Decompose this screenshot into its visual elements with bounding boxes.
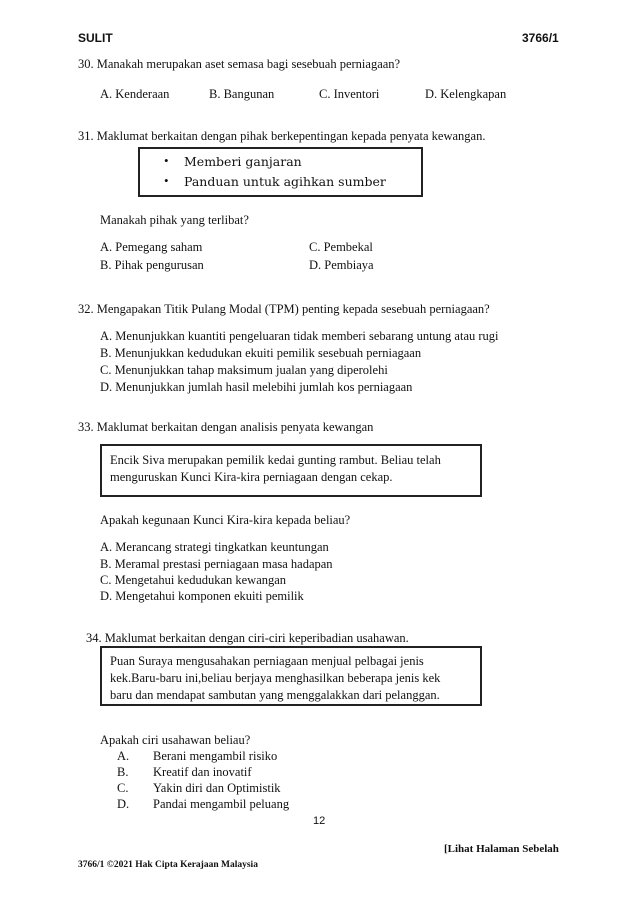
question-30-stem: 30. Manakah merupakan aset semasa bagi sesebuah perniagaan? — [78, 57, 401, 71]
q34-info-box — [100, 646, 482, 706]
q34-option-d-text: Pandai mengambil peluang — [153, 797, 290, 811]
footer-next-page: [Lihat Halaman Sebelah — [444, 843, 559, 855]
q32-option-a: A. Menunjukkan kuantiti pengeluaran tidak memberi sebarang untung atau rugi — [100, 329, 499, 343]
question-32-stem: 32. Mengapakan Titik Pulang Modal (TPM) penting kepada sesebuah perniagaan? — [78, 302, 490, 316]
q33-option-a: A. Merancang strategi tingkatkan keuntungan — [100, 540, 329, 554]
q33-box-line-1: Encik Siva merupakan pemilik kedai gunting rambut. Beliau telah — [110, 453, 441, 467]
q30-option-b: B. Bangunan — [209, 87, 275, 101]
q31-option-d: D. Pembiaya — [309, 258, 374, 272]
q34-ask: Apakah ciri usahawan beliau? — [100, 733, 251, 747]
q31-option-a: A. Pemegang saham — [100, 240, 203, 254]
q34-option-c-text: Yakin diri dan Optimistik — [153, 781, 281, 795]
q31-info-box — [138, 147, 423, 197]
q34-option-a-text: Berani mengambil risiko — [153, 749, 278, 763]
header-sulit: SULIT — [78, 31, 113, 45]
q34-box-line-3: baru dan mendapat sambutan yang menggalakkan dari pelanggan. — [110, 688, 440, 702]
footer-copyright: 3766/1 ©2021 Hak Cipta Kerajaan Malaysia — [78, 860, 258, 870]
q31-option-c: C. Pembekal — [309, 240, 373, 254]
bullet-icon: • — [164, 153, 169, 168]
q31-bullet-2: Panduan untuk agihkan sumber — [184, 174, 386, 189]
question-33-stem: 33. Maklumat berkaitan dengan analisis penyata kewangan — [78, 420, 374, 434]
q32-option-b: B. Menunjukkan kedudukan ekuiti pemilik sesebuah perniagaan — [100, 346, 422, 360]
q32-option-d: D. Menunjukkan jumlah hasil melebihi jumlah kos perniagaan — [100, 380, 413, 394]
q34-option-a-letter: A. — [117, 749, 130, 763]
q34-option-b-text: Kreatif dan inovatif — [153, 765, 252, 779]
page-number: 12 — [313, 815, 326, 827]
q34-option-b-letter: B. — [117, 765, 129, 779]
q33-ask: Apakah kegunaan Kunci Kira-kira kepada beliau? — [100, 513, 351, 527]
q34-option-d-letter: D. — [117, 797, 130, 811]
q33-option-c: C. Mengetahui kedudukan kewangan — [100, 573, 287, 587]
q31-ask: Manakah pihak yang terlibat? — [100, 213, 249, 227]
q34-box-line-1: Puan Suraya mengusahakan perniagaan menjual pelbagai jenis — [110, 654, 424, 668]
bullet-icon: • — [164, 173, 169, 188]
q30-option-c: C. Inventori — [319, 87, 380, 101]
header-paper-code: 3766/1 — [522, 31, 559, 45]
question-31-stem: 31. Maklumat berkaitan dengan pihak berkepentingan kepada penyata kewangan. — [78, 129, 486, 143]
q34-box-line-2: kek.Baru-baru ini,beliau berjaya menghasilkan beberapa jenis kek — [110, 671, 441, 685]
q33-option-b: B. Meramal prestasi perniagaan masa hadapan — [100, 557, 333, 571]
q31-bullet-1: Memberi ganjaran — [184, 154, 302, 169]
q33-option-d: D. Mengetahui komponen ekuiti pemilik — [100, 589, 304, 603]
q32-option-c: C. Menunjukkan tahap maksimum jualan yang diperolehi — [100, 363, 388, 377]
q30-option-a: A. Kenderaan — [100, 87, 170, 101]
q30-option-d: D. Kelengkapan — [425, 87, 507, 101]
question-34-stem: 34. Maklumat berkaitan dengan ciri-ciri keperibadian usahawan. — [86, 631, 409, 645]
q34-option-c-letter: C. — [117, 781, 129, 795]
q33-info-box — [100, 444, 482, 497]
q33-box-line-2: menguruskan Kunci Kira-kira perniagaan dengan cekap. — [110, 470, 393, 484]
q31-option-b: B. Pihak pengurusan — [100, 258, 204, 272]
